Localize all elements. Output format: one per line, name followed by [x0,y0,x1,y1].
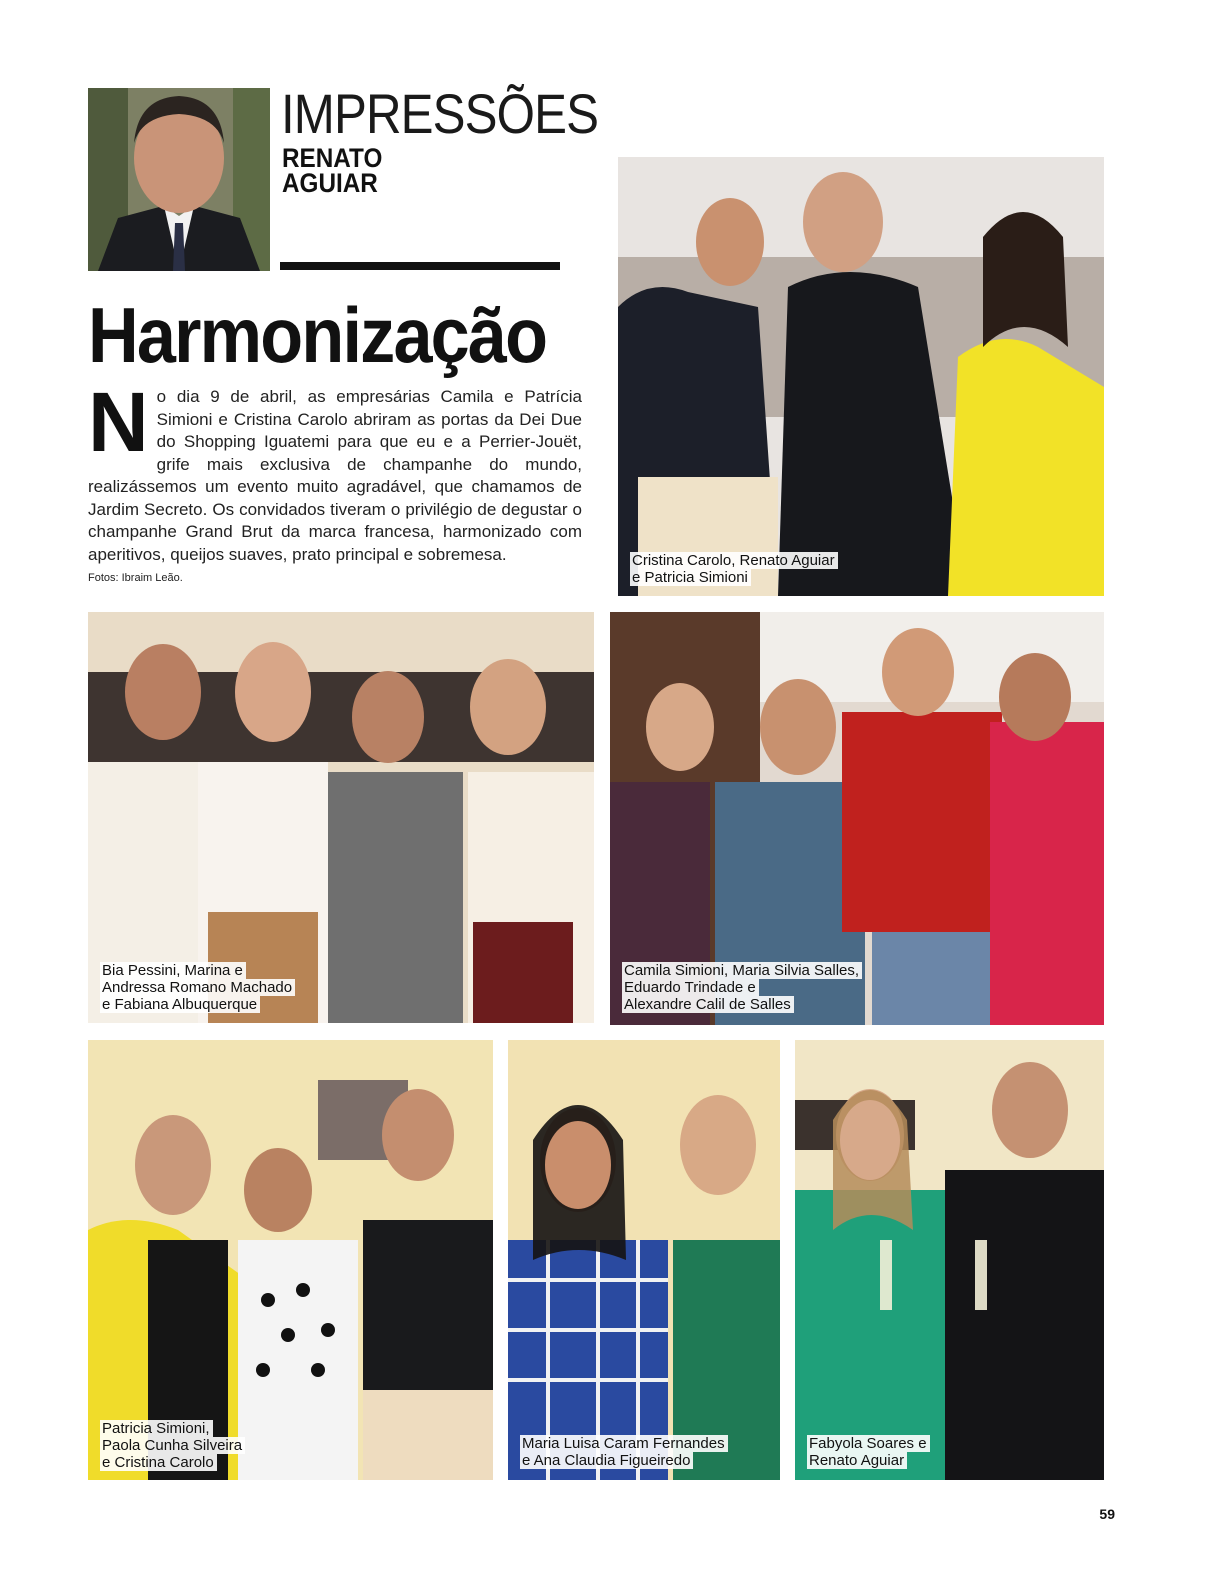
author-last-name: AGUIAR [282,168,378,198]
photo-1-caption [630,552,838,586]
photo-6-image [795,1040,1104,1480]
photo-5-image [508,1040,780,1480]
photo-3 [610,612,1104,1025]
article-headline: Harmonização [88,291,547,379]
page-number: 59 [1099,1506,1115,1522]
article-body [88,375,582,566]
photo-4-caption [100,1420,245,1471]
photo-3-caption [622,962,862,1013]
caption-line: e Patricia Simioni [630,569,751,586]
photo-4-image [88,1040,493,1480]
photo-6-caption [807,1435,930,1469]
author-first-name: RENATO [282,143,383,173]
drop-cap: N [88,375,149,469]
article-text: o dia 9 de abril, as empresárias Camila e Patrícia Simioni e Cristina Carolo abriram as portas da Dei Due do Shopping Iguatemi para que eu e a Perrier-Jouët, grife mais exclusiva de champanhe do mundo, realizássemos um evento muito agradável, que chamamos de Jardim Secreto. Os convidados tiveram o privilégio de degustar o champanhe Grand Brut da marca francesa, harmonizado com aperitivos, queijos suaves, prato principal e sobremesa. [88,387,582,564]
header-rule [280,262,560,270]
columnist-portrait [88,88,270,271]
photo-2-caption [100,962,295,1013]
caption-line: e Fabiana Albuquerque [100,996,260,1013]
caption-line: Maria Luisa Caram Fernandes [520,1435,728,1452]
section-title: IMPRESSÕES [281,82,599,145]
photo-6 [795,1040,1104,1480]
photo-5-caption [520,1435,728,1469]
caption-line: Bia Pessini, Marina e [100,962,246,979]
photo-1-image [618,157,1104,596]
portrait-illustration [88,88,270,271]
caption-line: Andressa Romano Machado [100,979,295,996]
caption-line: Cristina Carolo, Renato Aguiar [630,552,838,569]
photo-2 [88,612,594,1023]
photo-4 [88,1040,493,1480]
caption-line: Paola Cunha Silveira [100,1437,245,1454]
caption-line: Eduardo Trindade e [622,979,759,996]
author-name [282,143,462,198]
photo-5 [508,1040,780,1480]
caption-line: Fabyola Soares e [807,1435,930,1452]
caption-line: Patricia Simioni, [100,1420,213,1437]
photo-1 [618,157,1104,596]
caption-line: Camila Simioni, Maria Silvia Salles, [622,962,862,979]
caption-line: Renato Aguiar [807,1452,907,1469]
caption-line: Alexandre Calil de Salles [622,996,794,1013]
photo-credit: Fotos: Ibraim Leão. [88,572,183,584]
caption-line: e Ana Claudia Figueiredo [520,1452,693,1469]
caption-line: e Cristina Carolo [100,1454,217,1471]
